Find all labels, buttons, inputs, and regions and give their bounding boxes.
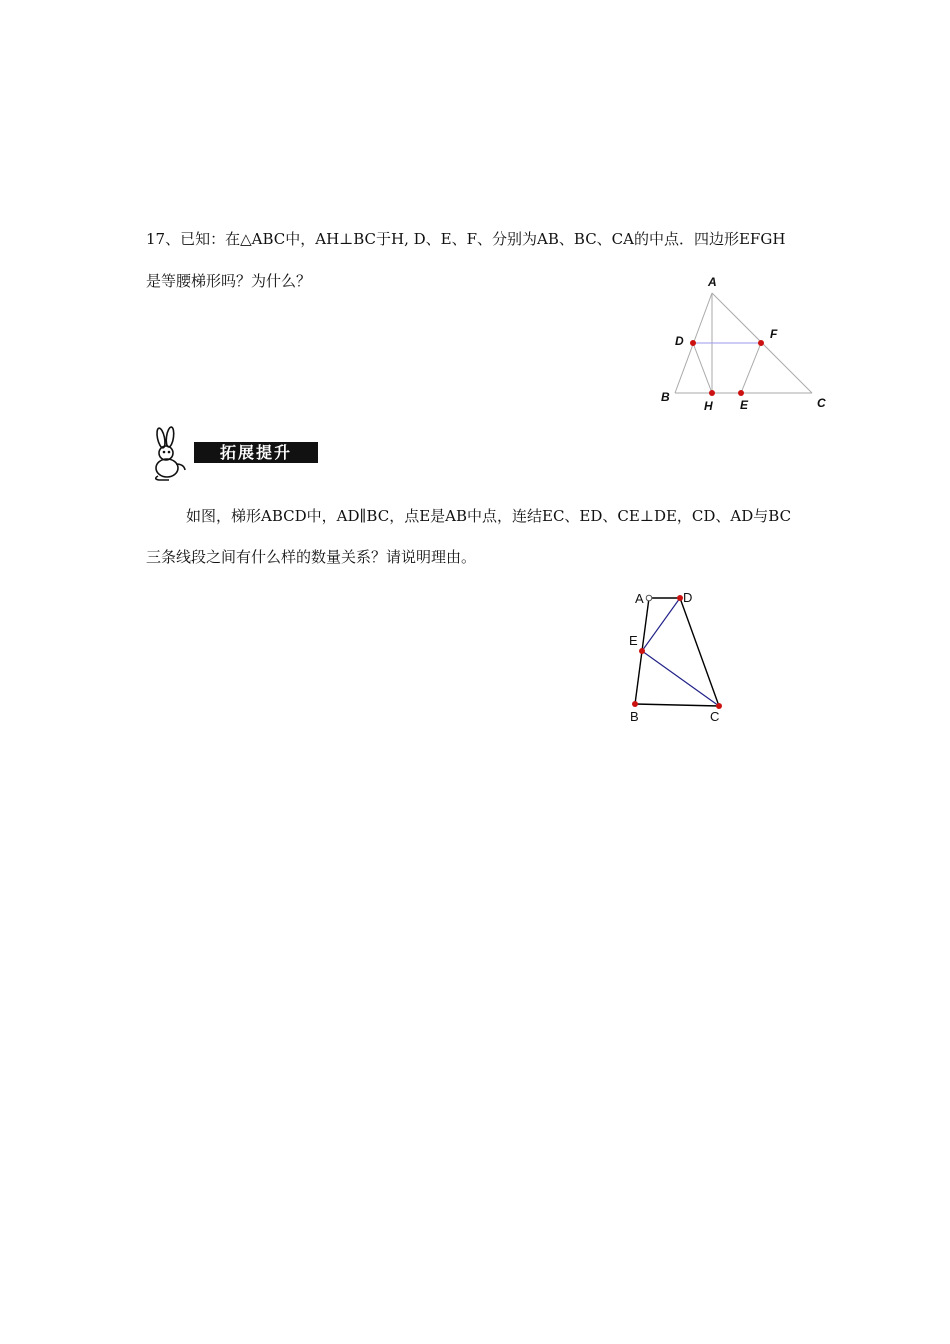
- label-a: A: [635, 591, 644, 606]
- triangle-figure: [655, 270, 835, 415]
- problem-17-line-2: 是等腰梯形吗？为什么？: [146, 272, 312, 290]
- extension-problem-line-2: 三条线段之间有什么样的数量关系？请说明理由。: [146, 548, 477, 566]
- point-h: [709, 390, 715, 396]
- label-f: F: [770, 327, 778, 341]
- section-title: 拓展提升: [194, 442, 318, 463]
- label-b: B: [630, 709, 639, 724]
- label-h: H: [704, 399, 713, 413]
- section-banner: [150, 426, 320, 482]
- label-c: C: [710, 709, 720, 724]
- rabbit-icon: [150, 426, 192, 482]
- label-d: D: [675, 334, 684, 348]
- segment-ec: [642, 651, 719, 706]
- point-a: [646, 595, 652, 601]
- point-f: [758, 340, 764, 346]
- segment-fe: [741, 343, 761, 393]
- point-d: [690, 340, 696, 346]
- label-d: D: [683, 590, 693, 605]
- label-a: A: [708, 275, 717, 289]
- point-b: [632, 701, 638, 707]
- side-dc: [680, 598, 719, 706]
- label-e: E: [740, 398, 749, 412]
- label-c: C: [817, 396, 826, 410]
- label-e: E: [629, 633, 638, 648]
- problem-17-line-1: 17、已知：在△ABC中，AH⊥BC于H, D、E、F、分别为AB、BC、CA的中点．四边形EFGH: [146, 230, 786, 248]
- extension-problem-line-1: 如图，梯形ABCD中，AD∥BC，点E是AB中点，连结EC、ED、CE⊥DE，CD、AD与BC: [186, 507, 792, 525]
- trapezoid-figure: [624, 588, 734, 728]
- point-e: [639, 648, 645, 654]
- segment-dh: [693, 343, 712, 393]
- point-e: [738, 390, 744, 396]
- side-bc: [635, 704, 719, 706]
- label-b: B: [661, 390, 670, 404]
